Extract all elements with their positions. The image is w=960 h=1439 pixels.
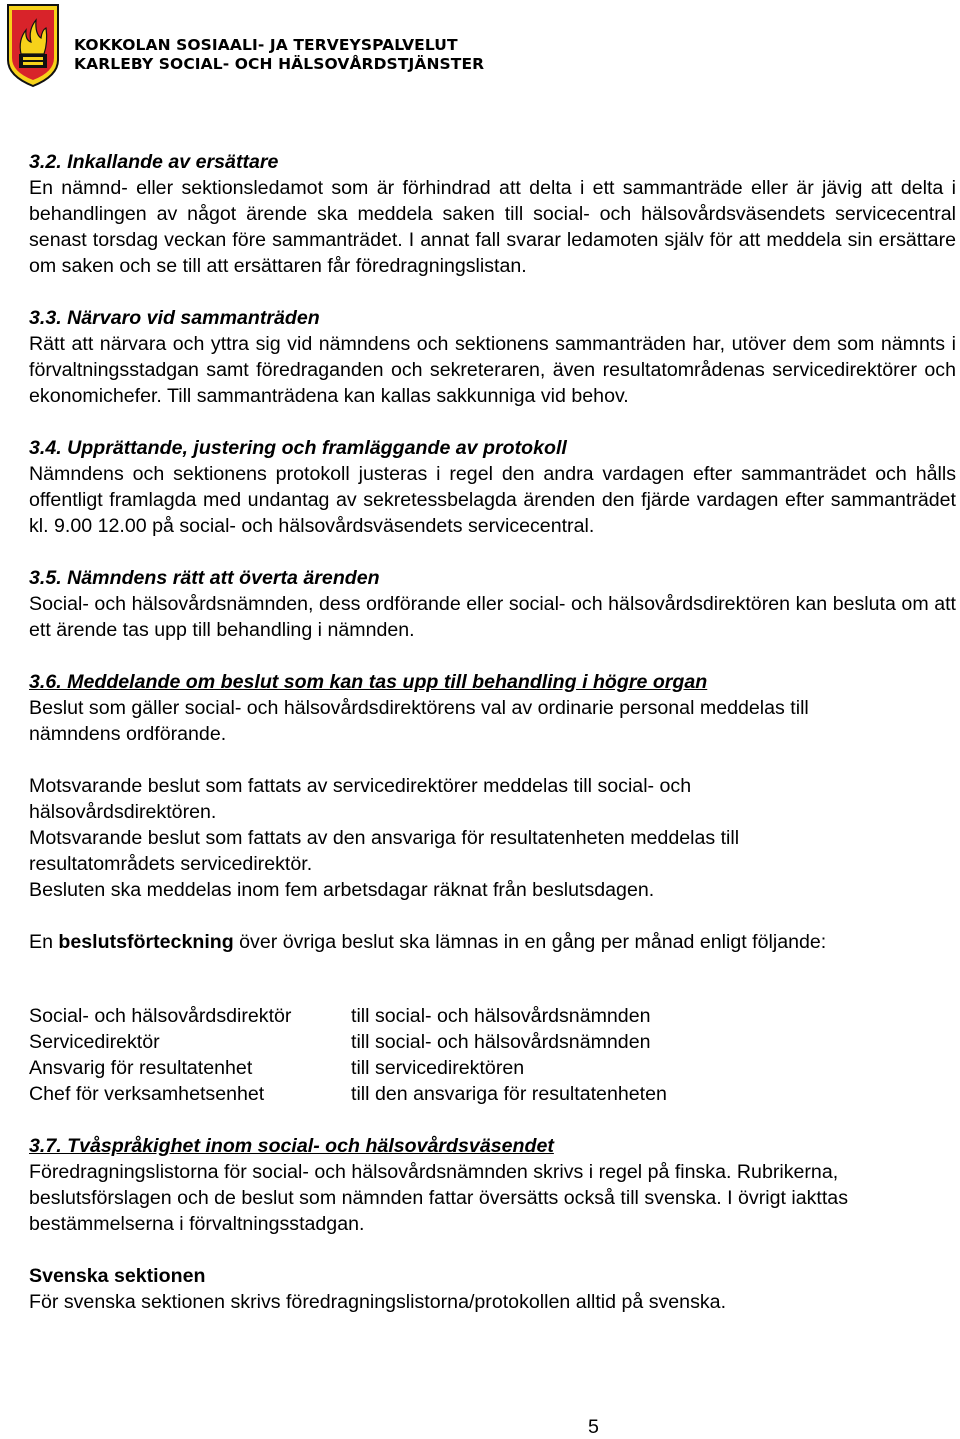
document-body [29,149,956,1315]
section-heading: 3.7. Tvåspråkighet inom social- och hälsovårdsväsendet [29,1135,554,1157]
table-cell-to: till social- och hälsovårdsnämnden [351,1005,651,1027]
table-row [29,1081,667,1107]
org-name-swedish: KARLEBY SOCIAL- OCH HÄLSOVÅRDSTJÄNSTER [74,55,485,73]
section-paragraph: En nämnd- eller sektionsledamot som är förhindrad att delta i ett sammanträde eller är jävig att delta i behandlingen av något ärende ska meddela saken till social- och hälsovårdsväsendets servicecentral senast torsdag veckan före sammanträdet. I annat fall svarar ledamoten själv för att meddela sin ersättare om saken och se till att ersättaren får föredragningslistan. [29,177,956,277]
section-paragraph: Nämndens och sektionens protokoll justeras i regel den andra vardagen efter sammanträdet och hålls offentligt framlagda med undantag av sekretessbelagda ärenden den fjärde vardagen efter sammanträdet kl. 9.00 12.00 på social- och hälsovårdsväsendets servicecentral. [29,463,956,537]
section-paragraph: Social- och hälsovårdsnämnden, dess ordförande eller social- och hälsovårdsdirektören kan besluta om att ett ärende tas upp till behandling i nämnden. [29,593,956,641]
paragraph-line: beslutsförslagen och de beslut som nämnden fattar översätts också till svenska. I övrigt iakttas [29,1187,848,1209]
paragraph-line: Motsvarande beslut som fattats av servicedirektörer meddelas till social- och [29,775,692,797]
section-paragraph: Rätt att närvara och yttra sig vid nämndens och sektionens sammanträden har, utöver dem som nämnts i förvaltningsstadgan samt föredraganden och sekreteraren, även resultatområdenas servicedirektörer och ekonomichefer. Till sammanträdena kan kallas sakkunniga vid behov. [29,333,956,407]
paragraph-line: För svenska sektionen skrivs föredragningslistorna/protokollen alltid på svenska. [29,1291,727,1313]
list-intro: En beslutsförteckning över övriga beslut ska lämnas in en gång per månad enligt följande: [29,931,827,953]
paragraph-line: bestämmelserna i förvaltningsstadgan. [29,1213,365,1235]
org-name-finnish: KOKKOLAN SOSIAALI- JA TERVEYSPALVELUT [74,36,458,54]
section-heading: 3.4. Upprättande, justering och framläggande av protokoll [29,437,567,459]
paragraph-line: nämndens ordförande. [29,723,227,745]
table-row [29,1003,667,1029]
section-3-6 [29,669,956,1107]
section-heading: 3.3. Närvaro vid sammanträden [29,307,320,329]
table-cell-to: till den ansvariga för resultatenheten [351,1083,667,1105]
organization-name [74,36,484,74]
paragraph-line: Besluten ska meddelas inom fem arbetsdagar räknat från beslutsdagen. [29,879,655,901]
paragraph-line: Föredragningslistorna för social- och hälsovårdsnämnden skrivs i regel på finska. Rubrikerna, [29,1161,839,1183]
svenska-sektionen [29,1263,956,1315]
decision-list-table [29,1003,667,1107]
section-3-5 [29,565,956,643]
paragraph-line: hälsovårdsdirektören. [29,801,217,823]
table-cell-from: Ansvarig för resultatenhet [29,1057,253,1079]
table-cell-from: Chef för verksamhetsenhet [29,1083,265,1105]
table-cell-from: Servicedirektör [29,1031,160,1053]
section-3-3 [29,305,956,409]
table-row [29,1055,667,1081]
bold-term: beslutsförteckning [58,931,234,953]
section-heading: 3.2. Inkallande av ersättare [29,151,279,173]
paragraph-line: resultatområdets servicedirektör. [29,853,313,875]
table-cell-from: Social- och hälsovårdsdirektör [29,1005,292,1027]
page-number: 5 [588,1416,599,1438]
table-cell-to: till social- och hälsovårdsnämnden [351,1031,651,1053]
section-heading: 3.6. Meddelande om beslut som kan tas upp till behandling i högre organ [29,671,708,693]
section-3-4 [29,435,956,539]
coat-of-arms-logo [4,2,62,88]
section-heading: 3.5. Nämndens rätt att överta ärenden [29,567,380,589]
table-row [29,1029,667,1055]
paragraph-line: Motsvarande beslut som fattats av den ansvariga för resultatenheten meddelas till [29,827,740,849]
section-3-2 [29,149,956,279]
paragraph-line: Beslut som gäller social- och hälsovårdsdirektörens val av ordinarie personal meddelas till [29,697,809,719]
section-heading: Svenska sektionen [29,1265,206,1287]
table-cell-to: till servicedirektören [351,1057,525,1079]
section-3-7 [29,1133,956,1237]
